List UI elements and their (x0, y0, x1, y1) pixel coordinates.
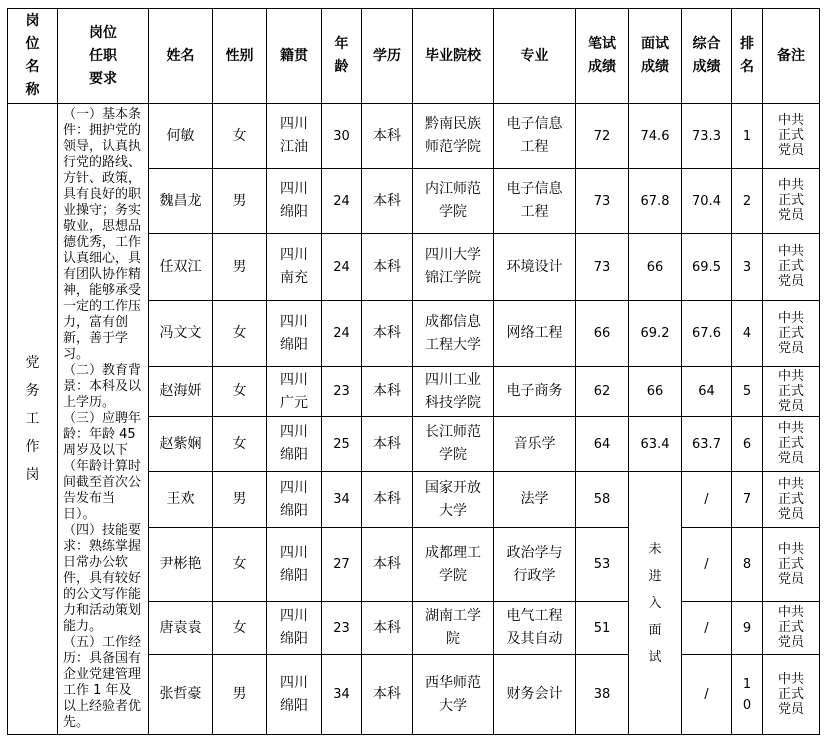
remark: 中共正式党员 (778, 113, 805, 158)
rank-cell (732, 104, 763, 169)
composite-score-cell: 73.3 (682, 104, 732, 169)
age-cell: 24 (322, 234, 362, 301)
native-place: 四川绵阳 (280, 674, 308, 714)
name-cell: 王欢 (149, 472, 213, 528)
written-score-cell: 51 (576, 602, 629, 655)
college-cell (413, 367, 494, 417)
education-cell: 本科 (362, 169, 413, 234)
remark-cell (763, 104, 820, 169)
major: 财务会计 (506, 686, 563, 702)
name-cell: 冯文文 (149, 301, 213, 367)
native-place-cell (267, 655, 322, 735)
major-cell (494, 367, 576, 417)
gender-cell: 女 (213, 602, 267, 655)
major-cell (494, 655, 576, 735)
name-cell: 赵海妍 (149, 367, 213, 417)
interview-score-cell: 69.2 (629, 301, 682, 367)
native-place: 四川南充 (280, 247, 308, 286)
header-remark: 备注 (763, 9, 820, 104)
requirement-paragraph: （五）工作经历：具备国有企业党建管理工作 1 年及以上经验者优先。 (63, 635, 142, 730)
college: 内江师范学院 (425, 181, 481, 220)
remark: 中共正式党员 (778, 476, 805, 522)
composite-score-cell: 67.6 (682, 301, 732, 367)
rank-value: 1 (742, 128, 752, 144)
table-body (8, 104, 820, 735)
age-cell: 25 (322, 417, 362, 472)
college-cell (413, 472, 494, 528)
written-score-cell: 58 (576, 472, 629, 528)
native-place-cell (267, 602, 322, 655)
requirement-paragraph: （一）基本条件：拥护党的领导，认真执行党的路线、方针、政策，具有良好的职业操守；务实敬业，思想品德优秀，工作认真细心，具有团队协作精神，能够承受一定的工作压力，富有创新，善于学习。 (63, 107, 142, 362)
header-interview-score (629, 9, 682, 104)
major: 政治学与行政学 (506, 544, 563, 584)
interview-score-cell: 67.8 (629, 169, 682, 234)
native-place-cell (267, 234, 322, 301)
native-place-cell (267, 417, 322, 472)
written-score-cell: 62 (576, 367, 629, 417)
interview-score-cell: 63.4 (629, 417, 682, 472)
college: 四川大学锦江学院 (425, 247, 481, 286)
requirement-paragraph: （二）教育背景：本科及以上学历。 (63, 363, 142, 410)
education-cell: 本科 (362, 104, 413, 169)
college-cell (413, 602, 494, 655)
education-cell: 本科 (362, 234, 413, 301)
requirements-cell (58, 104, 149, 735)
gender-cell: 男 (213, 655, 267, 735)
composite-score-cell: 69.5 (682, 234, 732, 301)
rank-value: 10 (742, 676, 752, 713)
remark: 中共正式党员 (778, 310, 805, 356)
native-place-cell (267, 104, 322, 169)
rank-cell (732, 417, 763, 472)
header-age (322, 9, 362, 104)
interview-merged-cell (629, 472, 682, 735)
age-cell: 34 (322, 655, 362, 735)
college: 湖南工学院 (425, 608, 481, 647)
rank-cell (732, 367, 763, 417)
remark-cell (763, 169, 820, 234)
native-place-cell (267, 472, 322, 528)
native-place: 四川绵阳 (280, 544, 308, 584)
education-cell: 本科 (362, 472, 413, 528)
header-requirements-label: 岗位任职要求 (89, 24, 117, 87)
rank-value: 5 (742, 384, 752, 399)
rank-cell (732, 528, 763, 602)
age-cell: 23 (322, 367, 362, 417)
remark: 中共正式党员 (778, 541, 805, 587)
major: 环境设计 (506, 258, 563, 275)
major: 音乐学 (513, 435, 556, 452)
header-education: 学历 (362, 9, 413, 104)
header-written-score (576, 9, 629, 104)
rank-cell (732, 301, 763, 367)
rank-cell (732, 602, 763, 655)
gender-cell: 女 (213, 367, 267, 417)
college: 西华师范大学 (425, 674, 481, 714)
native-place-cell (267, 301, 322, 367)
written-score-cell: 64 (576, 417, 629, 472)
requirement-paragraph: （四）技能要求：熟练掌握日常办公软件，具有较好的公文写作能力和活动策划能力。 (63, 523, 142, 634)
name-cell: 何敏 (149, 104, 213, 169)
remark-cell (763, 602, 820, 655)
college: 长江师范学院 (425, 424, 481, 463)
header-rank-label: 排名 (740, 36, 754, 75)
rank-cell (732, 234, 763, 301)
college-cell (413, 169, 494, 234)
major: 电气工程及其自动 (506, 608, 563, 647)
native-place-cell (267, 528, 322, 602)
major-cell (494, 169, 576, 234)
remark-cell (763, 367, 820, 417)
remark-cell (763, 301, 820, 367)
major-cell (494, 417, 576, 472)
major-cell (494, 301, 576, 367)
college: 四川工业科技学院 (425, 371, 481, 411)
composite-score-cell: 70.4 (682, 169, 732, 234)
college-cell (413, 417, 494, 472)
major: 电子信息工程 (506, 116, 563, 155)
header-interview-score-label: 面试成绩 (641, 36, 669, 75)
remark: 中共正式党员 (778, 671, 805, 717)
major-cell (494, 528, 576, 602)
recruitment-score-table (7, 8, 820, 735)
remark-cell (763, 528, 820, 602)
education-cell: 本科 (362, 655, 413, 735)
college-cell (413, 655, 494, 735)
position-name-cell (8, 104, 58, 735)
major-cell (494, 602, 576, 655)
gender-cell: 男 (213, 472, 267, 528)
composite-score-cell: / (682, 472, 732, 528)
gender-cell: 男 (213, 169, 267, 234)
remark: 中共正式党员 (778, 421, 805, 466)
major: 电子商务 (506, 383, 563, 399)
name-cell: 任双江 (149, 234, 213, 301)
age-cell: 30 (322, 104, 362, 169)
rank-value: 6 (742, 436, 752, 452)
gender-cell: 女 (213, 301, 267, 367)
composite-score-cell: 63.7 (682, 417, 732, 472)
name-cell: 魏昌龙 (149, 169, 213, 234)
interview-score-cell: 74.6 (629, 104, 682, 169)
education-cell: 本科 (362, 367, 413, 417)
native-place: 四川绵阳 (280, 424, 308, 463)
header-age-label: 年龄 (334, 36, 349, 75)
header-native-place: 籍贯 (267, 9, 322, 104)
remark: 中共正式党员 (778, 178, 805, 223)
rank-value: 3 (742, 259, 752, 275)
remark-cell (763, 655, 820, 735)
rank-value: 2 (742, 193, 752, 209)
composite-score-cell: / (682, 655, 732, 735)
written-score-cell: 73 (576, 169, 629, 234)
education-cell: 本科 (362, 301, 413, 367)
remark: 中共正式党员 (778, 368, 805, 414)
college-cell (413, 104, 494, 169)
written-score-cell: 66 (576, 301, 629, 367)
major: 网络工程 (506, 325, 563, 341)
college: 国家开放大学 (425, 479, 481, 519)
gender-cell: 女 (213, 104, 267, 169)
requirement-paragraph: （三）应聘年龄：年龄 45 周岁及以下（年龄计算时间截至首次公告发布当日）。 (63, 411, 142, 522)
rank-cell (732, 472, 763, 528)
college: 黔南民族师范学院 (425, 116, 481, 155)
age-cell: 23 (322, 602, 362, 655)
interview-note: 未进入面试 (648, 541, 662, 665)
age-cell: 34 (322, 472, 362, 528)
native-place-cell (267, 169, 322, 234)
header-composite-score (682, 9, 732, 104)
native-place: 四川绵阳 (280, 313, 308, 353)
header-gender: 性别 (213, 9, 267, 104)
native-place-cell (267, 367, 322, 417)
header-position-name (8, 9, 58, 104)
composite-score-cell: 64 (682, 367, 732, 417)
rank-value: 9 (742, 620, 752, 636)
native-place: 四川江油 (280, 116, 308, 155)
name-cell: 唐袁袁 (149, 602, 213, 655)
position-name: 党务工作岗 (25, 355, 40, 483)
written-score-cell: 53 (576, 528, 629, 602)
rank-value: 7 (742, 492, 752, 507)
name-cell: 尹彬艳 (149, 528, 213, 602)
written-score-cell: 73 (576, 234, 629, 301)
table-row (8, 104, 820, 169)
remark: 中共正式党员 (778, 244, 805, 289)
header-name: 姓名 (149, 9, 213, 104)
rank-value: 8 (742, 557, 752, 572)
college: 成都理工学院 (425, 544, 481, 584)
education-cell: 本科 (362, 417, 413, 472)
native-place: 四川广元 (280, 371, 308, 411)
major-cell (494, 104, 576, 169)
age-cell: 24 (322, 169, 362, 234)
rank-cell (732, 655, 763, 735)
interview-score-cell: 66 (629, 367, 682, 417)
native-place: 四川绵阳 (280, 181, 308, 220)
header-rank (732, 9, 763, 104)
header-major: 专业 (494, 9, 576, 104)
native-place: 四川绵阳 (280, 479, 308, 519)
name-cell: 赵紫娴 (149, 417, 213, 472)
major: 电子信息工程 (506, 181, 563, 220)
major-cell (494, 234, 576, 301)
college: 成都信息工程大学 (425, 313, 481, 353)
header-requirements (58, 9, 149, 104)
major: 法学 (520, 491, 549, 507)
header-written-score-label: 笔试成绩 (588, 36, 616, 75)
written-score-cell: 72 (576, 104, 629, 169)
composite-score-cell: / (682, 602, 732, 655)
college-cell (413, 528, 494, 602)
written-score-cell: 38 (576, 655, 629, 735)
college-cell (413, 234, 494, 301)
age-cell: 24 (322, 301, 362, 367)
name-cell: 张哲豪 (149, 655, 213, 735)
college-cell (413, 301, 494, 367)
remark-cell (763, 472, 820, 528)
header-position-name-label: 岗位名称 (25, 13, 40, 98)
remark: 中共正式党员 (778, 605, 805, 650)
native-place: 四川绵阳 (280, 608, 308, 647)
rank-cell (732, 169, 763, 234)
header-row (8, 9, 820, 104)
composite-score-cell: / (682, 528, 732, 602)
rank-value: 4 (742, 326, 752, 341)
gender-cell: 女 (213, 417, 267, 472)
interview-score-cell: 66 (629, 234, 682, 301)
header-college: 毕业院校 (413, 9, 494, 104)
education-cell: 本科 (362, 528, 413, 602)
remark-cell (763, 234, 820, 301)
major-cell (494, 472, 576, 528)
age-cell: 27 (322, 528, 362, 602)
education-cell: 本科 (362, 602, 413, 655)
header-composite-score-label: 综合成绩 (692, 36, 721, 75)
remark-cell (763, 417, 820, 472)
gender-cell: 女 (213, 528, 267, 602)
gender-cell: 男 (213, 234, 267, 301)
